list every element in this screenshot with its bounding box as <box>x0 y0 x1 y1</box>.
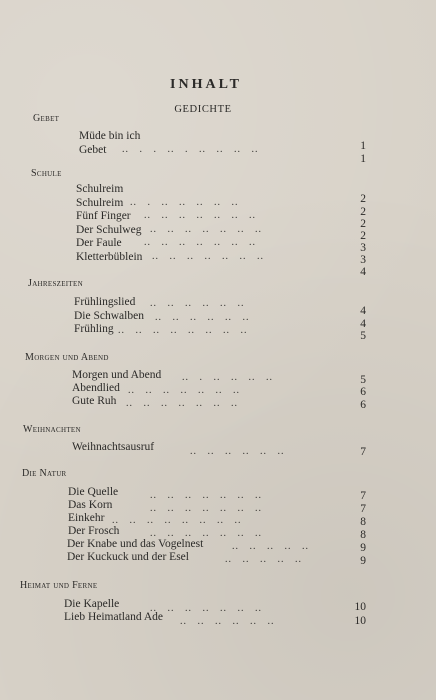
toc-entry-page: 9 <box>360 555 366 567</box>
dot-leaders: .. .. .. .. .. .. .. <box>152 251 264 262</box>
section-heading-schule: Schule <box>31 168 62 179</box>
toc-entry-title: Das Korn <box>68 499 113 511</box>
section-heading-weihnachten: Weihnachten <box>23 424 81 435</box>
toc-entry-page: 8 <box>360 516 366 528</box>
dot-leaders: .. .. .. .. .. .. .. <box>128 385 240 396</box>
toc-entry-page: 4 <box>360 305 366 317</box>
toc-entry-page: 2 <box>360 206 366 218</box>
toc-entry-page: 2 <box>360 230 366 242</box>
dot-leaders: .. .. .. .. .. .. .. .. <box>112 515 242 526</box>
toc-entry-page: 6 <box>360 386 366 398</box>
toc-entry-page: 2 <box>360 193 366 205</box>
toc-entry-page: 6 <box>360 399 366 411</box>
section-heading-jahreszeiten: Jahreszeiten <box>28 278 83 289</box>
dot-leaders: .. .. .. .. .. .. <box>180 616 275 627</box>
toc-entry-page: 9 <box>360 542 366 554</box>
toc-entry-title: Der Faule <box>76 237 122 249</box>
toc-entry-title: Frühling <box>74 323 114 335</box>
toc-entry-title: Lieb Heimatland Ade <box>64 611 163 623</box>
dot-leaders: .. .. .. .. .. .. .. .. <box>118 325 248 336</box>
dot-leaders: .. . .. .. .. .. .. <box>130 197 239 208</box>
toc-entry-title: Abendlied <box>72 382 120 394</box>
toc-entry-page: 3 <box>360 254 366 266</box>
dot-leaders: .. .. .. .. .. .. .. <box>144 210 256 221</box>
dot-leaders: .. .. .. .. .. <box>225 554 302 565</box>
dot-leaders: .. .. .. .. .. .. .. <box>150 528 262 539</box>
dot-leaders: .. .. .. .. .. .. .. <box>126 398 238 409</box>
toc-entry-page: 5 <box>360 330 366 342</box>
dot-leaders: .. .. .. .. .. .. <box>150 298 245 309</box>
toc-title: INHALT <box>170 77 242 92</box>
toc-entry-page: 7 <box>360 490 366 502</box>
toc-entry-page: 1 <box>360 153 366 165</box>
toc-entry-title: Kletterbüblein <box>76 251 143 263</box>
section-heading-die-natur: Die Natur <box>22 468 67 479</box>
toc-entry-page: 4 <box>360 318 366 330</box>
toc-entry-title: Schulreim <box>76 197 124 209</box>
toc-entry-page: 5 <box>360 374 366 386</box>
toc-entry-title: Fünf Finger <box>76 210 131 222</box>
toc-entry-page: 7 <box>360 446 366 458</box>
toc-entry-title: Die Quelle <box>68 486 119 498</box>
toc-entry-title: Weihnachtsausruf <box>72 441 155 453</box>
dot-leaders: .. .. .. .. .. .. .. <box>144 237 256 248</box>
dot-leaders: .. .. .. .. .. .. .. <box>150 603 262 614</box>
toc-entry-title: Morgen und Abend <box>72 369 162 381</box>
dot-leaders: .. .. .. .. .. .. .. <box>150 503 262 514</box>
toc-entry-title: Der Knabe und das Vogelnest <box>67 538 204 550</box>
toc-entry-title: Die Schwalben <box>74 310 144 322</box>
toc-entry-title: Gute Ruh <box>72 395 117 407</box>
toc-entry-title: Gebet <box>79 144 107 156</box>
dot-leaders: .. .. .. .. .. .. <box>190 446 285 457</box>
toc-entry-title: Der Kuckuck und der Esel <box>67 551 189 563</box>
toc-subtitle: GEDICHTE <box>174 104 232 115</box>
toc-entry-title: Der Schulweg <box>76 224 142 236</box>
toc-entry-title: Müde bin ich <box>79 130 141 142</box>
toc-entry-title: Die Kapelle <box>64 598 120 610</box>
toc-entry-title: Schulreim <box>76 183 124 195</box>
toc-entry-title: Einkehr <box>68 512 105 524</box>
toc-entry-page: 7 <box>360 503 366 515</box>
dot-leaders: .. .. .. .. .. .. .. <box>150 224 262 235</box>
toc-entry-title: Der Frosch <box>68 525 120 537</box>
section-heading-morgen-und-abend: Morgen und Abend <box>25 352 109 363</box>
toc-entry-page: 10 <box>354 601 366 613</box>
toc-entry-page: 3 <box>360 242 366 254</box>
dot-leaders: .. . .. .. .. .. <box>182 372 273 383</box>
toc-entry-page: 8 <box>360 529 366 541</box>
section-heading-gebet: Gebet <box>33 113 60 124</box>
toc-entry-page: 1 <box>360 140 366 152</box>
dot-leaders: .. .. .. .. .. .. .. <box>150 490 262 501</box>
section-heading-heimat-und-ferne: Heimat und Ferne <box>20 580 98 591</box>
toc-entry-title: Frühlingslied <box>74 296 136 308</box>
toc-entry-page: 4 <box>360 266 366 278</box>
toc-entry-page: 2 <box>360 218 366 230</box>
dot-leaders: .. .. .. .. .. .. <box>155 312 250 323</box>
dot-leaders: .. . . .. . .. .. .. .. <box>122 144 259 155</box>
dot-leaders: .. .. .. .. .. <box>232 541 309 552</box>
toc-entry-page: 10 <box>354 615 366 627</box>
